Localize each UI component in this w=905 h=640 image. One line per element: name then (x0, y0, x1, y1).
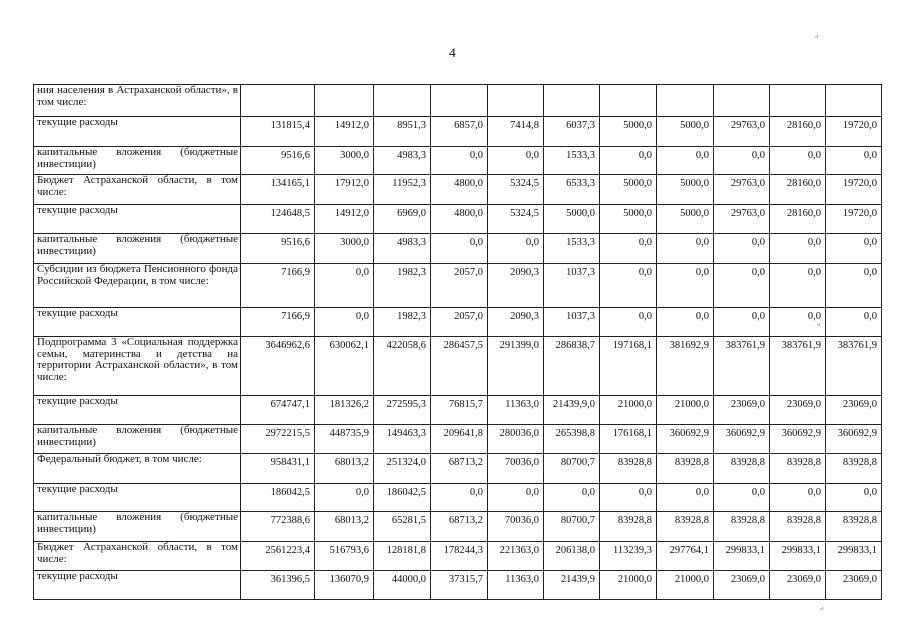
table-cell: 422058,6 (374, 337, 431, 396)
table-cell: 80700,7 (544, 512, 600, 542)
table-cell (544, 85, 600, 117)
row-label: текущие расходы (34, 117, 241, 147)
table-cell: 68013,2 (315, 454, 374, 484)
table-cell: 44000,0 (374, 571, 431, 600)
table-cell: 0,0 (770, 264, 826, 308)
table-cell: 0,0 (488, 234, 544, 264)
table-cell: 361396,5 (241, 571, 315, 600)
row-label: Подпрограмма 3 «Социальная поддержка семьи, материнства и детства на территории Астраханской области», в том числе: (34, 337, 241, 396)
table-cell: 83928,8 (770, 454, 826, 484)
table-cell: 29763,0 (714, 175, 770, 205)
table-cell: 5000,0 (657, 205, 714, 234)
table-cell: 2090,3 (488, 308, 544, 337)
table-row (34, 396, 882, 425)
table-cell: 65281,5 (374, 512, 431, 542)
row-label: Бюджет Астраханской области, в том числе: (34, 175, 241, 205)
table-cell: 83928,8 (826, 512, 882, 542)
table-row (34, 264, 882, 308)
table-cell: 7414,8 (488, 117, 544, 147)
table-cell: 0,0 (714, 308, 770, 337)
table-cell: 4983,3 (374, 234, 431, 264)
table-cell: 1982,3 (374, 308, 431, 337)
table-cell: 9516,6 (241, 234, 315, 264)
row-label: Бюджет Астраханской области, в том числе: (34, 542, 241, 571)
table-cell: 21439,9 (544, 571, 600, 600)
table-cell: 21000,0 (600, 396, 657, 425)
table-cell: 0,0 (315, 484, 374, 512)
table-cell: 0,0 (657, 147, 714, 175)
table-cell: 1037,3 (544, 264, 600, 308)
row-label: капитальные вложения (бюджетные инвестиции) (34, 512, 241, 542)
table-cell: 29763,0 (714, 117, 770, 147)
table-cell: 0,0 (714, 484, 770, 512)
table-cell: 0,0 (770, 147, 826, 175)
table-cell: 83928,8 (826, 454, 882, 484)
table-cell: 383761,9 (770, 337, 826, 396)
table-cell: 0,0 (431, 484, 488, 512)
table-cell: 7166,9 (241, 264, 315, 308)
table-cell: 0,0 (826, 264, 882, 308)
table-cell: 360692,9 (770, 425, 826, 454)
table-cell: 209641,8 (431, 425, 488, 454)
row-label: текущие расходы (34, 571, 241, 600)
table-cell (488, 85, 544, 117)
table-cell: 0,0 (600, 147, 657, 175)
table-cell: 630062,1 (315, 337, 374, 396)
table-cell: 136070,9 (315, 571, 374, 600)
table-row (34, 117, 882, 147)
table-cell: 6533,3 (544, 175, 600, 205)
row-label: капитальные вложения (бюджетные инвестиции) (34, 147, 241, 175)
table-cell: 23069,0 (826, 571, 882, 600)
table-cell: 23069,0 (770, 396, 826, 425)
table-cell: 958431,1 (241, 454, 315, 484)
table-row (34, 147, 882, 175)
table-cell: 0,0 (600, 234, 657, 264)
table-cell: 297764,1 (657, 542, 714, 571)
table-cell: 9516,6 (241, 147, 315, 175)
table-cell: 14912,0 (315, 117, 374, 147)
table-cell: 0,0 (657, 234, 714, 264)
table-cell: 0,0 (544, 484, 600, 512)
table-cell: 70036,0 (488, 454, 544, 484)
table-cell: 251324,0 (374, 454, 431, 484)
table-cell: 83928,8 (714, 512, 770, 542)
table-cell: 149463,3 (374, 425, 431, 454)
table-row (34, 425, 882, 454)
budget-table (33, 84, 882, 600)
table-cell: 23069,0 (770, 571, 826, 600)
table-cell: 0,0 (431, 234, 488, 264)
row-label: текущие расходы (34, 205, 241, 234)
table-cell: 0,0 (770, 484, 826, 512)
table-cell: 28160,0 (770, 117, 826, 147)
table-cell: 299833,1 (826, 542, 882, 571)
table-cell: 14912,0 (315, 205, 374, 234)
table-cell (714, 85, 770, 117)
table-cell: 1037,3 (544, 308, 600, 337)
table-cell: 83928,8 (714, 454, 770, 484)
table-cell: 0,0 (657, 484, 714, 512)
table-row (34, 234, 882, 264)
table-cell: 68713,2 (431, 512, 488, 542)
table-cell: 8951,3 (374, 117, 431, 147)
table-cell: 4983,3 (374, 147, 431, 175)
table-row (34, 85, 882, 117)
row-label: капитальные вложения (бюджетные инвестиции) (34, 234, 241, 264)
table-row (34, 308, 882, 337)
table-cell: 3000,0 (315, 147, 374, 175)
table-cell: 291399,0 (488, 337, 544, 396)
table-cell: 11363,0 (488, 396, 544, 425)
table-cell (315, 85, 374, 117)
table-cell: 3000,0 (315, 234, 374, 264)
table-cell: 80700,7 (544, 454, 600, 484)
table-cell: 286838,7 (544, 337, 600, 396)
scan-mark: ᵉ¹ (817, 322, 821, 330)
table-row (34, 542, 882, 571)
table-cell: 83928,8 (600, 454, 657, 484)
table-cell: 0,0 (770, 308, 826, 337)
table-cell: 0,0 (714, 147, 770, 175)
table-cell: 4800,0 (431, 175, 488, 205)
row-label: текущие расходы (34, 396, 241, 425)
table-cell: 299833,1 (714, 542, 770, 571)
table-cell: 21000,0 (657, 396, 714, 425)
table-cell: 0,0 (770, 234, 826, 264)
table-cell: 0,0 (431, 147, 488, 175)
table-cell: 70036,0 (488, 512, 544, 542)
table-cell: 6037,3 (544, 117, 600, 147)
table-cell (826, 85, 882, 117)
table-cell: 2057,0 (431, 308, 488, 337)
table-cell: 131815,4 (241, 117, 315, 147)
table-cell: 1982,3 (374, 264, 431, 308)
table-cell: 19720,0 (826, 117, 882, 147)
table-cell: 516793,6 (315, 542, 374, 571)
table-row (34, 175, 882, 205)
table-cell: 360692,9 (657, 425, 714, 454)
table-cell: 0,0 (315, 264, 374, 308)
table-cell: 4800,0 (431, 205, 488, 234)
table-cell: 21000,0 (600, 571, 657, 600)
table-cell: 0,0 (488, 147, 544, 175)
table-cell: 0,0 (600, 308, 657, 337)
table-cell: 3646962,6 (241, 337, 315, 396)
table-cell: 206138,0 (544, 542, 600, 571)
table-cell: 5000,0 (600, 205, 657, 234)
table-cell: 21000,0 (657, 571, 714, 600)
table-cell: 11952,3 (374, 175, 431, 205)
table-cell: 0,0 (714, 234, 770, 264)
table-cell: 29763,0 (714, 205, 770, 234)
table-cell: 6969,0 (374, 205, 431, 234)
table-cell: 68713,2 (431, 454, 488, 484)
table-cell: 360692,9 (826, 425, 882, 454)
table-cell: 7166,9 (241, 308, 315, 337)
page-number: 4 (449, 45, 456, 60)
table-cell: 76815,7 (431, 396, 488, 425)
table-cell: 21439,9,0 (544, 396, 600, 425)
table-cell: 0,0 (600, 264, 657, 308)
table-cell: 19720,0 (826, 175, 882, 205)
table-cell: 176168,1 (600, 425, 657, 454)
table-cell: 6857,0 (431, 117, 488, 147)
table-cell: 2090,3 (488, 264, 544, 308)
table-cell: 17912,0 (315, 175, 374, 205)
table-row (34, 337, 882, 396)
table-cell: 2561223,4 (241, 542, 315, 571)
table-cell (657, 85, 714, 117)
table-cell: 0,0 (826, 308, 882, 337)
table-cell: 5324,5 (488, 205, 544, 234)
table-cell: 5000,0 (657, 117, 714, 147)
table-cell: 37315,7 (431, 571, 488, 600)
table-cell: 83928,8 (657, 512, 714, 542)
table-cell: 0,0 (600, 484, 657, 512)
row-label: текущие расходы (34, 308, 241, 337)
table-cell: 265398,8 (544, 425, 600, 454)
scan-mark: ᵉ¹ (815, 34, 819, 42)
table-cell: 134165,1 (241, 175, 315, 205)
row-label: Федеральный бюджет, в том числе: (34, 454, 241, 484)
table-cell: 83928,8 (770, 512, 826, 542)
table-cell: 23069,0 (826, 396, 882, 425)
table-cell: 360692,9 (714, 425, 770, 454)
table-row (34, 571, 882, 600)
table-cell (374, 85, 431, 117)
table-cell: 381692,9 (657, 337, 714, 396)
table-cell: 5324,5 (488, 175, 544, 205)
table-cell (600, 85, 657, 117)
table-cell: 186042,5 (374, 484, 431, 512)
table-cell: 28160,0 (770, 205, 826, 234)
table-cell: 178244,3 (431, 542, 488, 571)
table-cell: 1533,3 (544, 234, 600, 264)
table-row (34, 484, 882, 512)
scan-mark: ᵉ¹ (820, 606, 824, 614)
table-cell: 272595,3 (374, 396, 431, 425)
table-cell: 5000,0 (600, 117, 657, 147)
table-cell (770, 85, 826, 117)
table-cell: 221363,0 (488, 542, 544, 571)
row-label: текущие расходы (34, 484, 241, 512)
table-cell: 383761,9 (826, 337, 882, 396)
table-cell: 0,0 (657, 264, 714, 308)
table-cell: 5000,0 (600, 175, 657, 205)
table-cell: 674747,1 (241, 396, 315, 425)
table-cell: 181326,2 (315, 396, 374, 425)
row-label: Субсидии из бюджета Пенсионного фонда Российской Федерации, в том числе: (34, 264, 241, 308)
table-cell: 5000,0 (657, 175, 714, 205)
table-cell: 83928,8 (657, 454, 714, 484)
table-cell: 197168,1 (600, 337, 657, 396)
table-row (34, 512, 882, 542)
table-cell: 280036,0 (488, 425, 544, 454)
table-cell: 0,0 (657, 308, 714, 337)
table-cell: 19720,0 (826, 205, 882, 234)
table-cell: 1533,3 (544, 147, 600, 175)
table-row (34, 454, 882, 484)
table-cell: 124648,5 (241, 205, 315, 234)
table-cell: 0,0 (488, 484, 544, 512)
table-cell: 23069,0 (714, 396, 770, 425)
table-cell: 28160,0 (770, 175, 826, 205)
table-cell (241, 85, 315, 117)
table-cell: 128181,8 (374, 542, 431, 571)
table-cell: 383761,9 (714, 337, 770, 396)
table-cell: 113239,3 (600, 542, 657, 571)
table-cell: 83928,8 (600, 512, 657, 542)
table-row (34, 205, 882, 234)
table-cell: 0,0 (714, 264, 770, 308)
table-cell (431, 85, 488, 117)
table-cell: 772388,6 (241, 512, 315, 542)
table-cell: 5000,0 (544, 205, 600, 234)
table-cell: 2057,0 (431, 264, 488, 308)
table-cell: 0,0 (826, 484, 882, 512)
table-cell: 0,0 (315, 308, 374, 337)
table-cell: 448735,9 (315, 425, 374, 454)
table-cell: 0,0 (826, 234, 882, 264)
table-cell: 23069,0 (714, 571, 770, 600)
table-cell: 0,0 (826, 147, 882, 175)
table-cell: 186042,5 (241, 484, 315, 512)
table-cell: 2972215,5 (241, 425, 315, 454)
table-cell: 299833,1 (770, 542, 826, 571)
table-cell: 68013,2 (315, 512, 374, 542)
table-cell: 286457,5 (431, 337, 488, 396)
table-cell: 11363,0 (488, 571, 544, 600)
row-label: капитальные вложения (бюджетные инвестиции) (34, 425, 241, 454)
row-label: ния населения в Астраханской области», в том числе: (34, 85, 241, 117)
